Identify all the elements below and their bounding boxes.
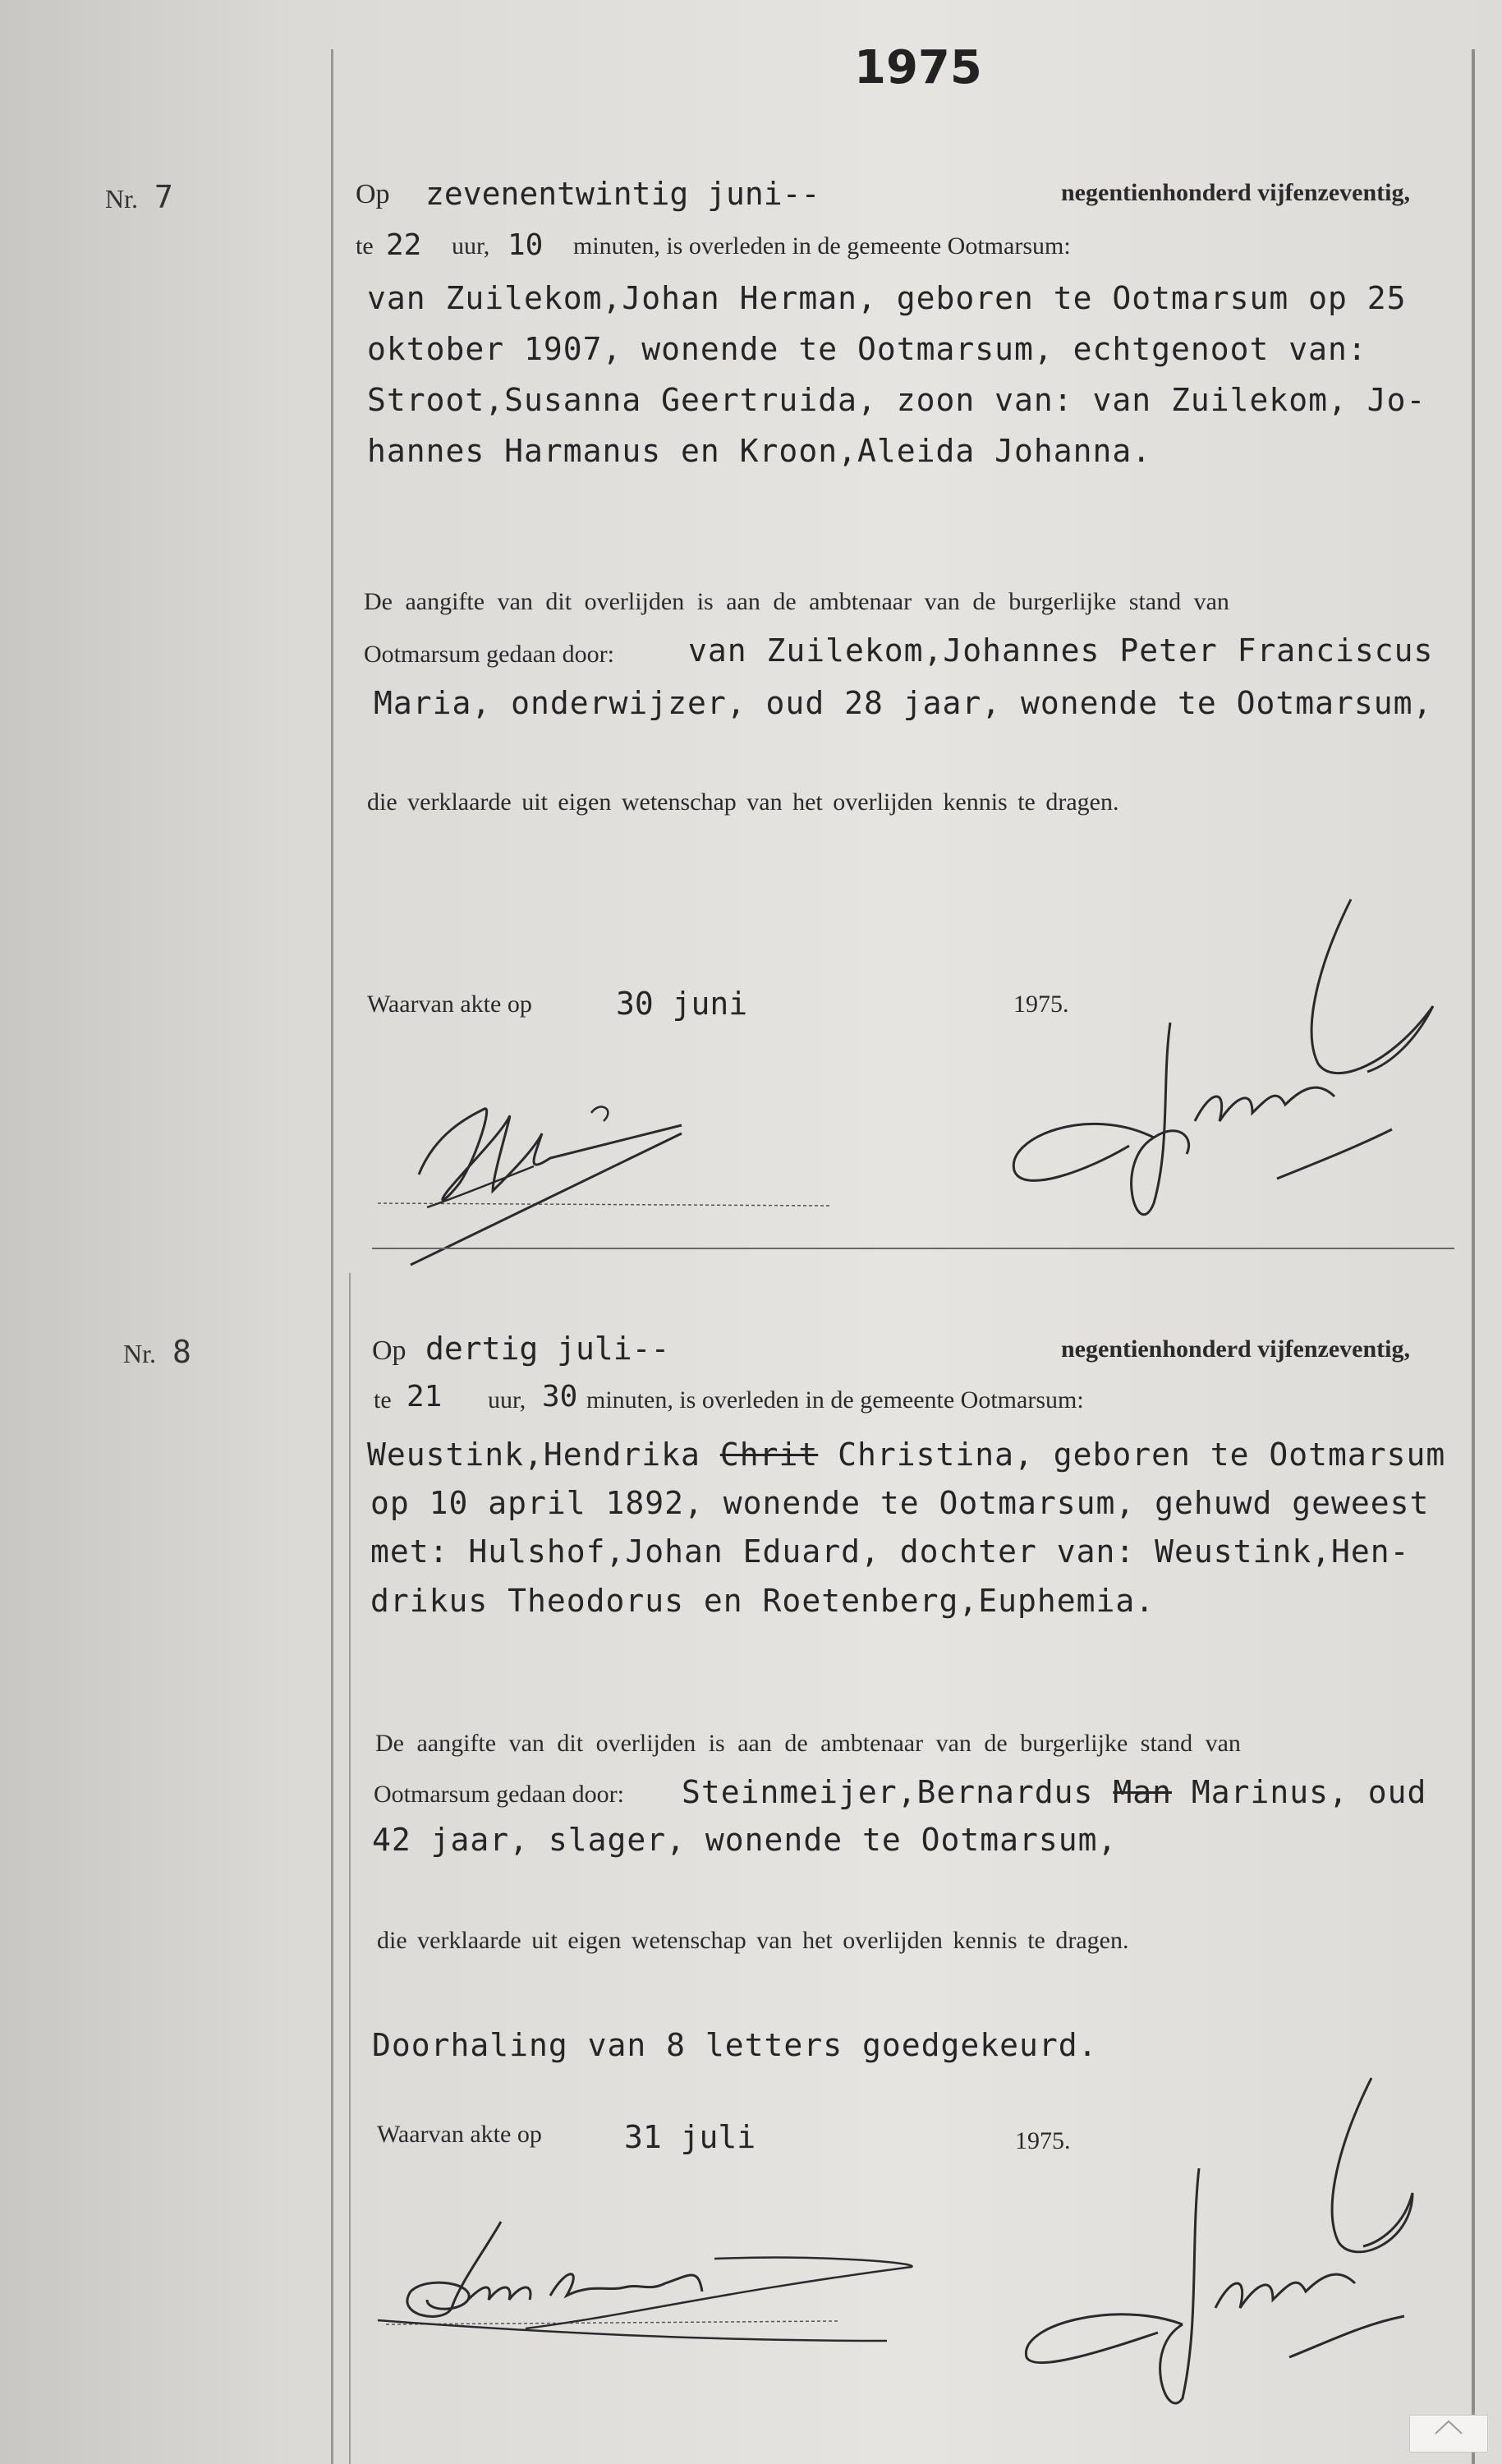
deceased-line: Stroot,Susanna Geertruida, zoon van: van Zuilekom, Jo-: [367, 382, 1426, 418]
doorhaling-note: Doorhaling van 8 letters goedgekeurd.: [372, 2027, 1098, 2063]
deceased-line: hannes Harmanus en Kroon,Aleida Johanna.: [367, 433, 1152, 469]
struck-text: Man: [1113, 1774, 1172, 1810]
page-year: 1975: [854, 41, 982, 94]
deceased-line: met: Hulshof,Johan Eduard, dochter van: Weustink,Hen-: [370, 1533, 1410, 1570]
overleden-line: minuten, is overleden in de gemeente Ootmarsum:: [586, 1386, 1084, 1414]
house-icon: [1432, 2417, 1465, 2435]
akte-year: 1975.: [1015, 2127, 1071, 2154]
page-edge: [1472, 49, 1475, 2464]
aangifte-prefix: Ootmarsum gedaan door:: [374, 1781, 624, 1808]
op-label: Op: [356, 179, 390, 209]
margin-rule: [331, 49, 333, 2464]
declarant-line: 42 jaar, slager, wonende te Ootmarsum,: [372, 1822, 1118, 1858]
minutes: 10: [508, 228, 544, 262]
aangifte-line: De aangifte van dit overlijden is aan de ambtenaar van de burgerlijke stand van: [364, 588, 1229, 615]
deceased-line: van Zuilekom,Johan Herman, geboren te Ootmarsum op 25: [367, 280, 1407, 316]
record-number: [123, 1334, 191, 1370]
deceased-line: drikus Theodorus en Roetenberg,Euphemia.: [370, 1583, 1155, 1619]
year-words: negentienhonderd vijfenzeventig,: [1061, 179, 1410, 206]
te-label: te: [374, 1386, 392, 1414]
akte-date: 31 juli: [624, 2119, 756, 2155]
date-words: dertig juli--: [425, 1331, 670, 1367]
declarant-name: Steinmeijer,Bernardus: [682, 1774, 1114, 1810]
deceased-name: Weustink,Hendrika: [367, 1437, 720, 1473]
op-label: Op: [372, 1335, 407, 1366]
declarant-line: [682, 1774, 1426, 1810]
te-label: te: [356, 232, 374, 260]
record-separator: [372, 1248, 1454, 1249]
year-words: negentienhonderd vijfenzeventig,: [1061, 1335, 1410, 1363]
nr-label: Nr.: [123, 1339, 156, 1368]
deceased-line: [367, 1429, 1445, 1480]
verklaring: die verklaarde uit eigen wetenschap van het overlijden kennis te dragen.: [367, 788, 1119, 816]
overleden-line: minuten, is overleden in de gemeente Ootmarsum:: [573, 232, 1071, 260]
nr-value: 8: [172, 1334, 191, 1370]
hour: 21: [407, 1380, 443, 1414]
akte-date: 30 juni: [616, 986, 748, 1022]
date-words: zevenentwintig juni--: [425, 176, 820, 212]
akte-year: 1975.: [1013, 991, 1069, 1018]
minutes: 30: [542, 1380, 578, 1414]
hour: 22: [386, 228, 422, 262]
declarant-signature: [378, 2218, 920, 2357]
deceased-line: op 10 april 1892, wonende te Ootmarsum, gehuwd geweest: [370, 1485, 1430, 1521]
nr-value: 7: [154, 179, 173, 215]
watermark-logo: [1409, 2415, 1488, 2453]
margin-rule-lower: [349, 1273, 351, 2464]
declarant-signature: [370, 1084, 698, 1273]
aangifte-prefix: Ootmarsum gedaan door:: [364, 641, 614, 668]
waarvan-label: Waarvan akte op: [367, 991, 532, 1018]
verklaring: die verklaarde uit eigen wetenschap van het overlijden kennis te dragen.: [377, 1927, 1129, 1954]
uur-label: uur,: [488, 1386, 526, 1414]
registrar-signature: [1018, 2078, 1429, 2415]
nr-label: Nr.: [105, 184, 138, 214]
uur-label: uur,: [452, 232, 490, 260]
deceased-line: oktober 1907, wonende te Ootmarsum, echtgenoot van:: [367, 331, 1367, 367]
declarant-line: Maria, onderwijzer, oud 28 jaar, wonende te Ootmarsum,: [374, 685, 1433, 721]
registrar-signature: [1006, 899, 1449, 1220]
struck-text: Chrit: [719, 1437, 819, 1473]
waarvan-label: Waarvan akte op: [377, 2121, 542, 2148]
deceased-rest: Christina, geboren te Ootmarsum: [818, 1437, 1446, 1473]
aangifte-line: De aangifte van dit overlijden is aan de ambtenaar van de burgerlijke stand van: [375, 1730, 1241, 1757]
declarant-line: van Zuilekom,Johannes Peter Franciscus: [688, 632, 1434, 669]
record-number: [105, 179, 173, 215]
declarant-rest: Marinus, oud: [1171, 1774, 1427, 1810]
